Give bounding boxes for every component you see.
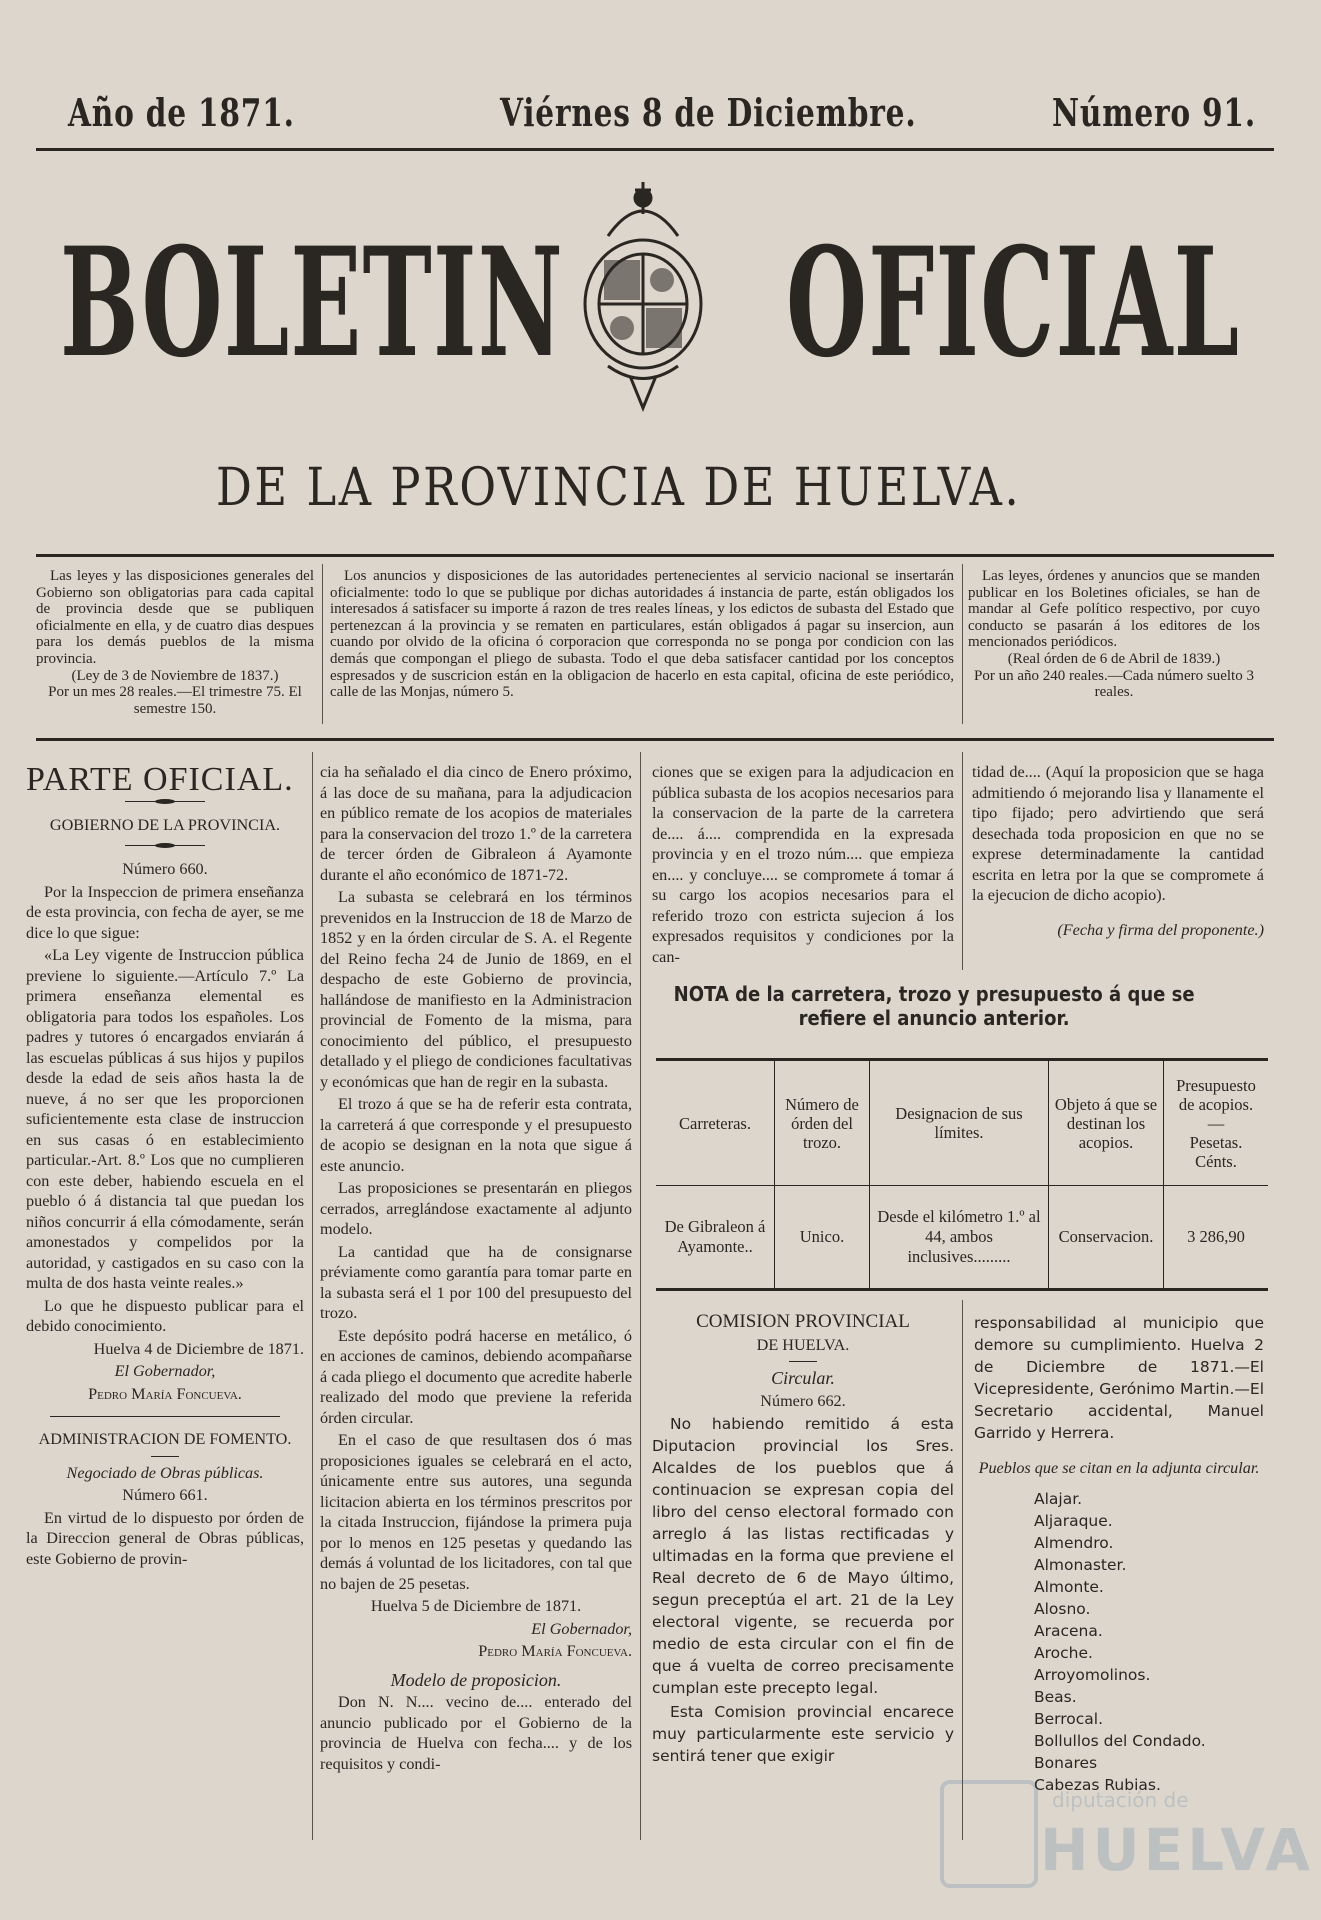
paragraph: La cantidad que ha de consignarse préviamente como garantía para tomar parte en la subasta será el 1 por 100 del presupuesto del trozo. <box>320 1242 632 1322</box>
signature-note: (Fecha y firma del proponente.) <box>1057 920 1264 939</box>
col-header-numero: Número de órden del trozo. <box>775 1060 870 1186</box>
info-left-ref: (Ley de 3 de Noviembre de 1837.) <box>71 667 279 684</box>
presupuesto-dash: — <box>1207 1113 1225 1133</box>
notice-number: Número 661. <box>122 1486 208 1504</box>
column-divider <box>962 1300 963 1840</box>
paragraph: En el caso de que resultasen dos ó mas proposiciones iguales se celebrará en el acto, únicamente entre sus autores, una segunda licitacion abierta en los términos prescritos por la citada Instruccion, fijándose la primera puja por lo menos en 125 pesetas y quedando las demás á voluntad de los licitadores, con tal que no bajen de 25 pesetas. <box>320 1431 632 1593</box>
cell-designacion: Desde el kilómetro 1.º al 44, ambos inclusives......... <box>870 1186 1049 1290</box>
list-item: Arroyomolinos. <box>1034 1666 1151 1684</box>
watermark-text: HUELVA <box>1040 1816 1315 1884</box>
list-item: Alosno. <box>1034 1600 1091 1618</box>
list-item: Bonares <box>1034 1754 1098 1772</box>
col-header-presupuesto <box>1164 1060 1269 1186</box>
ornament-rule <box>125 799 205 805</box>
issue-number: Número 91. <box>1052 90 1256 135</box>
paragraph: responsabilidad al municipio que demore su cumplimiento. Huelva 2 de Diciembre de 1871.—El Vicepresidente, Gerónimo Martin.—El Secretario accidental, Manuel Garrido y Herrera. <box>974 1314 1264 1442</box>
paragraph: «La Ley vigente de Instruccion pública previene lo siguiente.—Artículo 7.º La primera enseñanza elemental es obligatoria para todos los españoles. Los padres y tutores ó encargados enviarán á las escuelas públicas á sus hijos y pupilos desde la edad de seis años hasta la de nueve, á no ser que les proporcionen suficientemente esta clase de instruccion en sus casas ó en establecimiento particular.-Art. 8.º Los que no cumplieren con este deber, habiendo escuela en el pueblo ó á distancia tal que puedan los niños concurrir á ella cómodamente, serán amonestados y compelidos por la autoridad, y castigados en su caso con la multa de dos hasta veinte reales.» <box>26 946 304 1292</box>
signature-name: Pedro María Foncueva. <box>88 1384 242 1403</box>
cell-objeto: Conservacion. <box>1049 1186 1164 1290</box>
list-item: Almonaster. <box>1034 1556 1127 1574</box>
col-header-carreteras: Carreteras. <box>679 1113 751 1133</box>
table-row <box>656 1186 1268 1290</box>
paragraph: cia ha señalado el dia cinco de Enero próximo, á las doce de su mañana, para la adjudicacion en público remate de los acopios de materiales para la conservacion del trozo 1.º de la carretera de tercer órden de Gibraleon á Ayamonte durante el año económico de 1871-72. <box>320 763 632 884</box>
royal-coat-of-arms <box>568 176 718 416</box>
list-item: Aljaraque. <box>1034 1512 1113 1530</box>
paragraph: En virtud de lo dispuesto por órden de la Direccion general de Obras públicas, este Gobierno de provin- <box>26 1508 304 1568</box>
signature-title: El Gobernador, <box>114 1362 216 1380</box>
info-divider <box>962 564 963 724</box>
column-2 <box>320 762 632 1776</box>
col-header-objeto <box>1049 1060 1164 1186</box>
notice-number: Número 660. <box>122 860 208 878</box>
column-divider <box>312 752 313 1840</box>
watermark-emblem-icon <box>940 1780 1038 1888</box>
column-6 <box>974 1312 1264 1796</box>
info-left-text: Las leyes y las disposiciones generales del Gobierno son obligatorias para cada capital de provincia desde que se publiquen oficialmente en ella, y de cuatro dias despues para los demás pueblos de la misma provincia. <box>36 568 314 667</box>
circular-heading: Circular. <box>771 1368 835 1388</box>
paragraph: No habiendo remitido á esta Diputacion provincial los Sres. Alcaldes de los pueblos que á continuacion se expresan copia del libro del censo electoral formado con arreglo á las listas rectificadas y ultimadas en la forma que previene el Real decreto de 6 de Mayo último, segun preceptúa el art. 21 de la Ley electoral vigente, se recuerda por medio de esta circular con el fin de que á vuelta de correo precisamente cumplan este precepto legal. <box>652 1415 954 1697</box>
nota-title: NOTA de la carretera, trozo y presupuesto á que se refiere el anuncio anterior. <box>673 982 1195 1030</box>
watermark-small-text: diputación de <box>1052 1788 1189 1812</box>
archive-watermark <box>940 1770 1315 1890</box>
pueblos-heading: Pueblos que se citan en la adjunta circular. <box>978 1459 1260 1477</box>
separator <box>50 1416 280 1417</box>
pueblos-list <box>1034 1488 1264 1796</box>
list-item: Berrocal. <box>1034 1710 1104 1728</box>
column-divider <box>640 752 641 1840</box>
signature-name: Pedro María Foncueva. <box>478 1642 632 1660</box>
ornament-rule <box>125 843 205 849</box>
paragraph: Las proposiciones se presentarán en pliegos cerrados, arreglándose exactamente al adjunto modelo. <box>320 1179 632 1238</box>
header-rule <box>36 148 1274 151</box>
notice-number: Número 662. <box>760 1391 846 1410</box>
masthead-oficial: OFICIAL <box>786 215 1241 391</box>
separator <box>789 1361 817 1362</box>
gobierno-heading: GOBIERNO DE LA PROVINCIA. <box>49 815 281 834</box>
info-left <box>36 568 314 717</box>
cell-presupuesto: 3 286,90 <box>1164 1186 1269 1290</box>
info-right-ref: (Real órden de 6 de Abril de 1839.) <box>1007 650 1221 667</box>
issue-year: Año de 1871. <box>68 90 295 135</box>
masthead-rule <box>36 554 1274 557</box>
presupuesto-units: Pesetas. Cénts. <box>1189 1132 1243 1171</box>
column-4 <box>972 762 1264 942</box>
list-item: Almonte. <box>1034 1578 1104 1596</box>
column-divider <box>962 752 963 970</box>
info-divider <box>322 564 323 724</box>
comision-subheading: DE HUELVA. <box>756 1335 850 1354</box>
comision-heading: COMISION PROVINCIAL <box>696 1311 910 1332</box>
list-item: Cabezas Rubias. <box>1034 1776 1161 1794</box>
paragraph: Lo que he dispuesto publicar para el debido conocimiento. <box>26 1296 304 1335</box>
modelo-heading: Modelo de proposicion. <box>390 1669 562 1690</box>
list-item: Aracena. <box>1034 1622 1103 1640</box>
presupuesto-label: Presupuesto de acopios. <box>1176 1075 1256 1114</box>
negociado-heading: Negociado de Obras públicas. <box>66 1463 264 1482</box>
column-1 <box>26 762 304 1571</box>
list-item: Aroche. <box>1034 1644 1093 1662</box>
nota-table <box>656 1058 1268 1291</box>
cell-carretera: De Gibraleon á Ayamonte.. <box>664 1217 766 1256</box>
paragraph: El trozo á que se ha de referir esta contrata, la carreterá á que corresponde y el presupuesto de acopio se designan en la nota que sigue á este anuncio. <box>320 1095 632 1175</box>
issue-date: Viérnes 8 de Diciembre. <box>500 90 917 135</box>
cell-numero: Unico. <box>775 1186 870 1290</box>
masthead-subtitle: DE LA PROVINCIA DE HUELVA. <box>216 458 1022 518</box>
dateline: Huelva 5 de Diciembre de 1871. <box>370 1597 582 1615</box>
info-right-price: Por un año 240 reales.—Cada número suelto 3 reales. <box>974 667 1254 701</box>
info-center-text: Los anuncios y disposiciones de las autoridades pertenecientes al servicio nacional se insertarán oficialmente: todo lo que se publique por dichas autoridades á instancia de parte, están obligados los interesados á satisfacer su importe á razon de tres reales líneas, y los edictos de subasta del Estado que pertenezcan á la provincia y se rematen en particulares, están obligados á pagar su insercion, aun cuando por olvido de la oficina ó corporacion que corresponda no se ponga por condicion con las demás que compongan el pliego de subasta. Todo el que deba satisfacer cantidad por los conceptos espresados y de suscricion están en la obligacion de hacerlo en esta capital, oficina de este periódico, calle de las Monjas, número 5. <box>330 568 954 701</box>
paragraph: Don N. N.... vecino de.... enterado del anuncio publicado por el Gobierno de la provincia de Huelva con fecha.... y de los requisitos y condi- <box>320 1693 632 1773</box>
paragraph: La subasta se celebrará en los términos prevenidos en la Instruccion de 18 de Marzo de 1852 y en la órden circular de S. A. el Regente del Reino fecha 24 de Junio de 1869, en el despacho de este Gobierno de provincia, hallándose de manifiesto en la Administracion provincial de Fomento de la misma, para conocimiento del público, el presupuesto detallado y el pliego de condiciones facultativas y económicas que han de regir en la subasta. <box>320 888 632 1091</box>
paragraph: Por la Inspeccion de primera enseñanza de esta provincia, con fecha de ayer, se me dice lo que sigue: <box>26 882 304 942</box>
info-rule <box>36 738 1274 741</box>
list-item: Bollullos del Condado. <box>1034 1732 1206 1750</box>
signature-title: El Gobernador, <box>531 1619 632 1638</box>
masthead-boletin: BOLETIN <box>60 215 565 391</box>
paragraph: Este depósito podrá hacerse en metálico, ó en acciones de caminos, debiendo acompañarse á cada pliego el documento que acredite haberle realizado del modo que previene la referida órden circular. <box>320 1326 632 1427</box>
col-header-designacion: Designacion de sus límites. <box>870 1060 1049 1186</box>
table-header-row <box>656 1060 1268 1186</box>
objeto-label: Objeto á que se destinan los acopios. <box>1054 1094 1158 1152</box>
list-item: Almendro. <box>1034 1534 1114 1552</box>
paragraph: Esta Comision provincial encarece muy particularmente este servicio y sentirá tener que exigir <box>652 1703 954 1765</box>
section-title: PARTE OFICIAL. <box>26 761 294 798</box>
paragraph: tidad de.... (Aquí la proposicion que se haga admitiendo ó mejorando lisa y llanamente el tipo fijado; pero advirtiendo que será desechada toda proposicion en que no se exprese determinadamente la cantidad escrita en letra por la que se compromete á la ejecucion de dicho acopio). <box>972 763 1264 904</box>
dateline: Huelva 4 de Diciembre de 1871. <box>93 1339 304 1358</box>
list-item: Beas. <box>1034 1688 1077 1706</box>
column-5 <box>652 1312 954 1769</box>
column-3 <box>652 762 954 969</box>
list-item: Alajar. <box>1034 1490 1083 1508</box>
admin-heading: ADMINISTRACION DE FOMENTO. <box>38 1430 292 1448</box>
info-left-price: Por un mes 28 reales.—El trimestre 75. El semestre 150. <box>48 684 302 717</box>
info-center <box>330 568 954 701</box>
separator <box>151 1456 179 1457</box>
info-right-text: Las leyes, órdenes y anuncios que se manden publicar en los Boletines oficiales, se han de mandar al Gefe político respectivo, por cuyo conducto se pasarán á los editores de los mencionados periódicos. <box>968 568 1260 651</box>
info-right <box>968 568 1260 701</box>
paragraph: ciones que se exigen para la adjudicacion en pública subasta de los acopios necesarios para la conservacion de la parte de la carretera de.... á.... comprendida en la expresada provincia y en el trozo núm.... que empieza en.... y concluye.... se compromete á tomar á su cargo los acopios necesarios para el referido trozo con estricta sujecion á los expresados requisitos y condiciones por la can- <box>652 763 954 966</box>
